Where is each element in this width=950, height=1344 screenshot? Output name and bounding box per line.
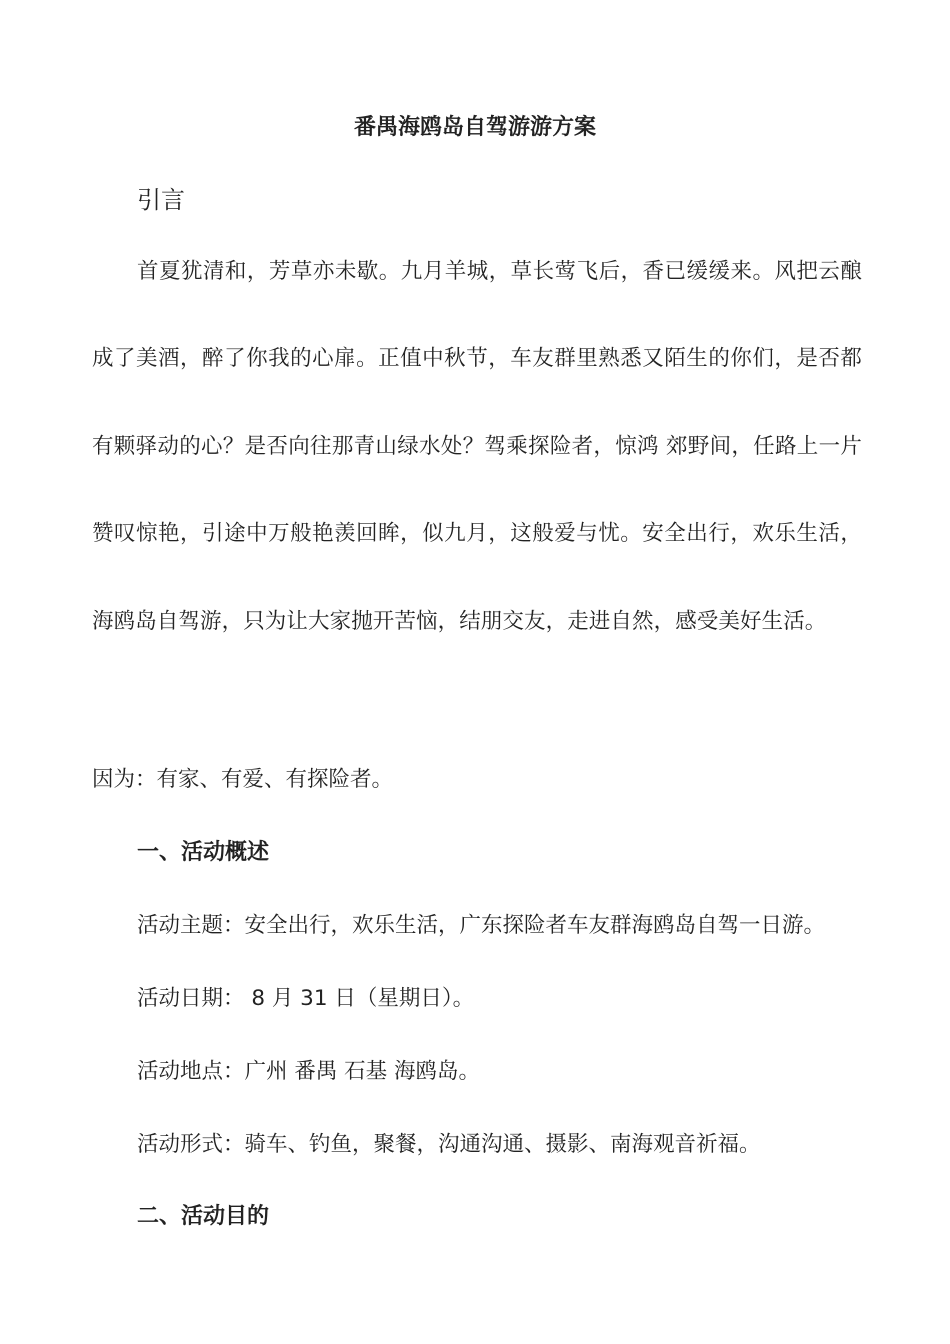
activity-location-line: 活动地点：广州 番禺 石基 海鸥岛。 [137,1059,481,1084]
intro-heading: 引言 [137,186,185,214]
activity-theme-line: 活动主题：安全出行，欢乐生活，广东探险者车友群海鸥岛自驾一日游。 [137,913,826,938]
activity-date-line: 活动日期： 8 月 31 日（星期日）。 [137,986,475,1011]
intro-paragraph: 首夏犹清和，芳草亦未歇。九月羊城，草长莺飞后，香已缓缓来。风把云酿成了美酒，醉了你我的心扉。正值中秋节，车友群里熟悉又陌生的你们，是否都有颗驿动的心？是否向往那青山绿水处？驾乘探险者，惊鸿 郊野间，任路上一片赞叹惊艳，引途中万般艳羡回眸，似九月，这般爱与忧。安全出行，欢乐生活，海鸥岛自驾游，只为让大家抛开苦恼，结朋交友，走进自然，感受美好生活。 [92,259,862,634]
section-heading-purpose: 二、活动目的 [137,1204,270,1229]
section-heading-overview: 一、活动概述 [137,840,270,865]
document-title: 番禺海鸥岛自驾游游方案 [353,115,596,140]
activity-form-line: 活动形式：骑车、钓鱼，聚餐，沟通沟通、摄影、南海观音祈福。 [137,1132,761,1157]
because-line: 因为：有家、有爱、有探险者。 [92,767,394,792]
